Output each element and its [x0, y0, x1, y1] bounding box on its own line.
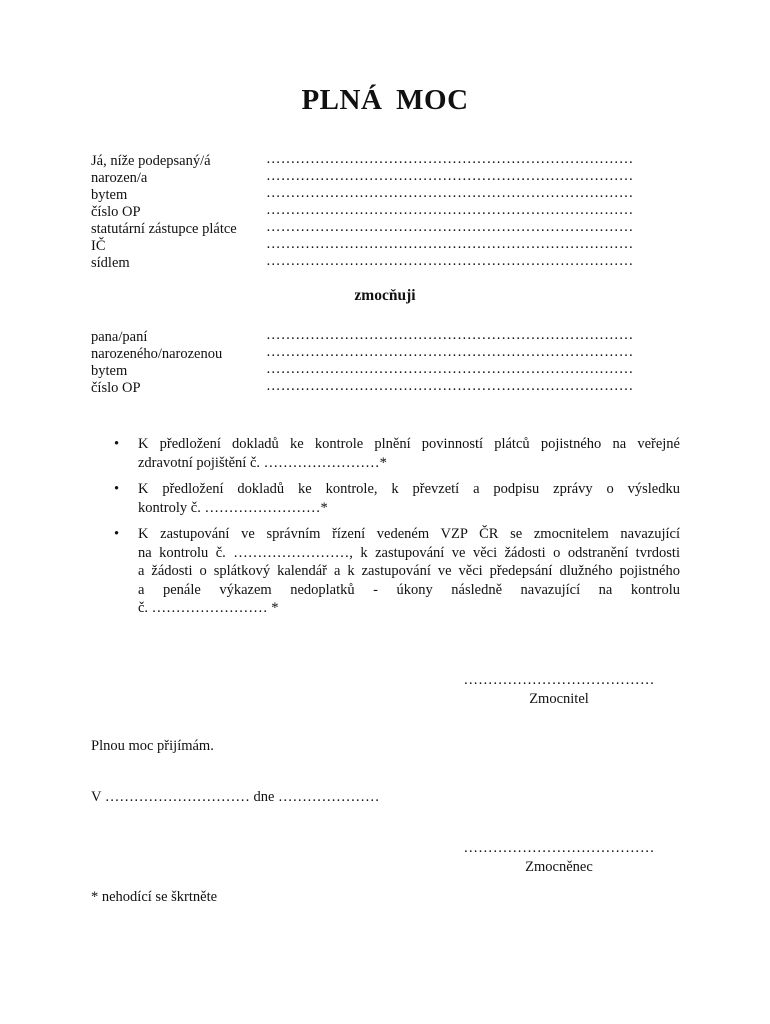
- fill-in-line[interactable]: …………………………………………………………………: [266, 151, 634, 167]
- date-fill-in[interactable]: …………………: [278, 789, 380, 805]
- field-label: pana/paní: [91, 329, 148, 345]
- bullet-icon: •: [114, 526, 120, 542]
- fill-in-line[interactable]: …………………………………………………………………: [266, 378, 634, 394]
- list-item-line: zdravotní pojištění č. ……………………*: [138, 454, 387, 471]
- fill-in-line[interactable]: …………………………………………………………………: [266, 344, 634, 360]
- bullet-icon: •: [114, 436, 120, 452]
- list-item-line: a žádosti o splátkový kalendář a k zastupování ve věci předepsání dlužného pojistného: [138, 563, 680, 579]
- field-row: [91, 255, 671, 272]
- place-fill-in[interactable]: …………………………: [104, 789, 250, 805]
- fill-in-line[interactable]: …………………………………………………………………: [266, 168, 634, 184]
- signature-caption: Zmocnitel: [529, 691, 589, 707]
- list-item: [114, 480, 680, 517]
- field-row: [91, 380, 671, 397]
- field-label: číslo OP: [91, 204, 141, 220]
- signature-line[interactable]: …………………………………: [463, 672, 655, 688]
- list-item: [114, 525, 680, 618]
- page-title: PLNÁ MOC: [301, 84, 469, 116]
- grantor-fields: [91, 153, 671, 272]
- fill-in-line[interactable]: …………………………………………………………………: [266, 185, 634, 201]
- place-prefix: V: [91, 789, 102, 805]
- field-label: bytem: [91, 187, 128, 203]
- list-item: [114, 435, 680, 472]
- field-label: sídlem: [91, 255, 130, 271]
- authorization-list: [114, 435, 680, 626]
- grantor-signature: [454, 672, 664, 708]
- date-label: dne: [253, 789, 275, 805]
- fill-in-line[interactable]: …………………………………………………………………: [266, 253, 634, 269]
- grantee-signature: [454, 840, 664, 876]
- field-label: bytem: [91, 363, 128, 379]
- section-heading: zmocňuji: [354, 287, 416, 304]
- acceptance-text: Plnou moc přijímám.: [91, 738, 214, 754]
- place-date-line: [91, 789, 380, 806]
- fill-in-line[interactable]: …………………………………………………………………: [266, 361, 634, 377]
- signature-line[interactable]: …………………………………: [463, 840, 655, 856]
- list-item-line: na kontrolu č. ……………………, k zastupování ve věci žádosti o odstranění tvrdosti: [138, 544, 680, 561]
- list-item-line: kontroly č. ……………………*: [138, 499, 328, 516]
- field-label: Já, níže podepsaný/á: [91, 153, 211, 169]
- fill-in-line[interactable]: …………………………………………………………………: [266, 219, 634, 235]
- list-item-line: K předložení dokladů ke kontrole plnění povinností plátců pojistného na veřejné: [138, 436, 680, 452]
- list-item-line: K zastupování ve správním řízení vedeném VZP ČR se zmocnitelem navazující: [138, 526, 680, 542]
- list-item-line: a penále výkazem nedoplatků - úkony následně navazující na kontrolu: [138, 581, 680, 598]
- fill-in-line[interactable]: …………………………………………………………………: [266, 202, 634, 218]
- grantee-fields: [91, 329, 671, 397]
- field-label: číslo OP: [91, 380, 141, 396]
- signature-caption: Zmocněnec: [525, 859, 593, 875]
- field-label: statutární zástupce plátce: [91, 221, 237, 237]
- field-label: IČ: [91, 238, 106, 254]
- fill-in-line[interactable]: …………………………………………………………………: [266, 236, 634, 252]
- list-item-line: č. …………………… *: [138, 600, 279, 616]
- bullet-icon: •: [114, 481, 120, 497]
- fill-in-line[interactable]: …………………………………………………………………: [266, 327, 634, 343]
- field-label: narozeného/narozenou: [91, 346, 223, 362]
- field-label: narozen/a: [91, 170, 148, 186]
- footnote: * nehodící se škrtněte: [91, 889, 218, 905]
- list-item-line: K předložení dokladů ke kontrole, k převzetí a podpisu zprávy o výsledku: [138, 481, 680, 497]
